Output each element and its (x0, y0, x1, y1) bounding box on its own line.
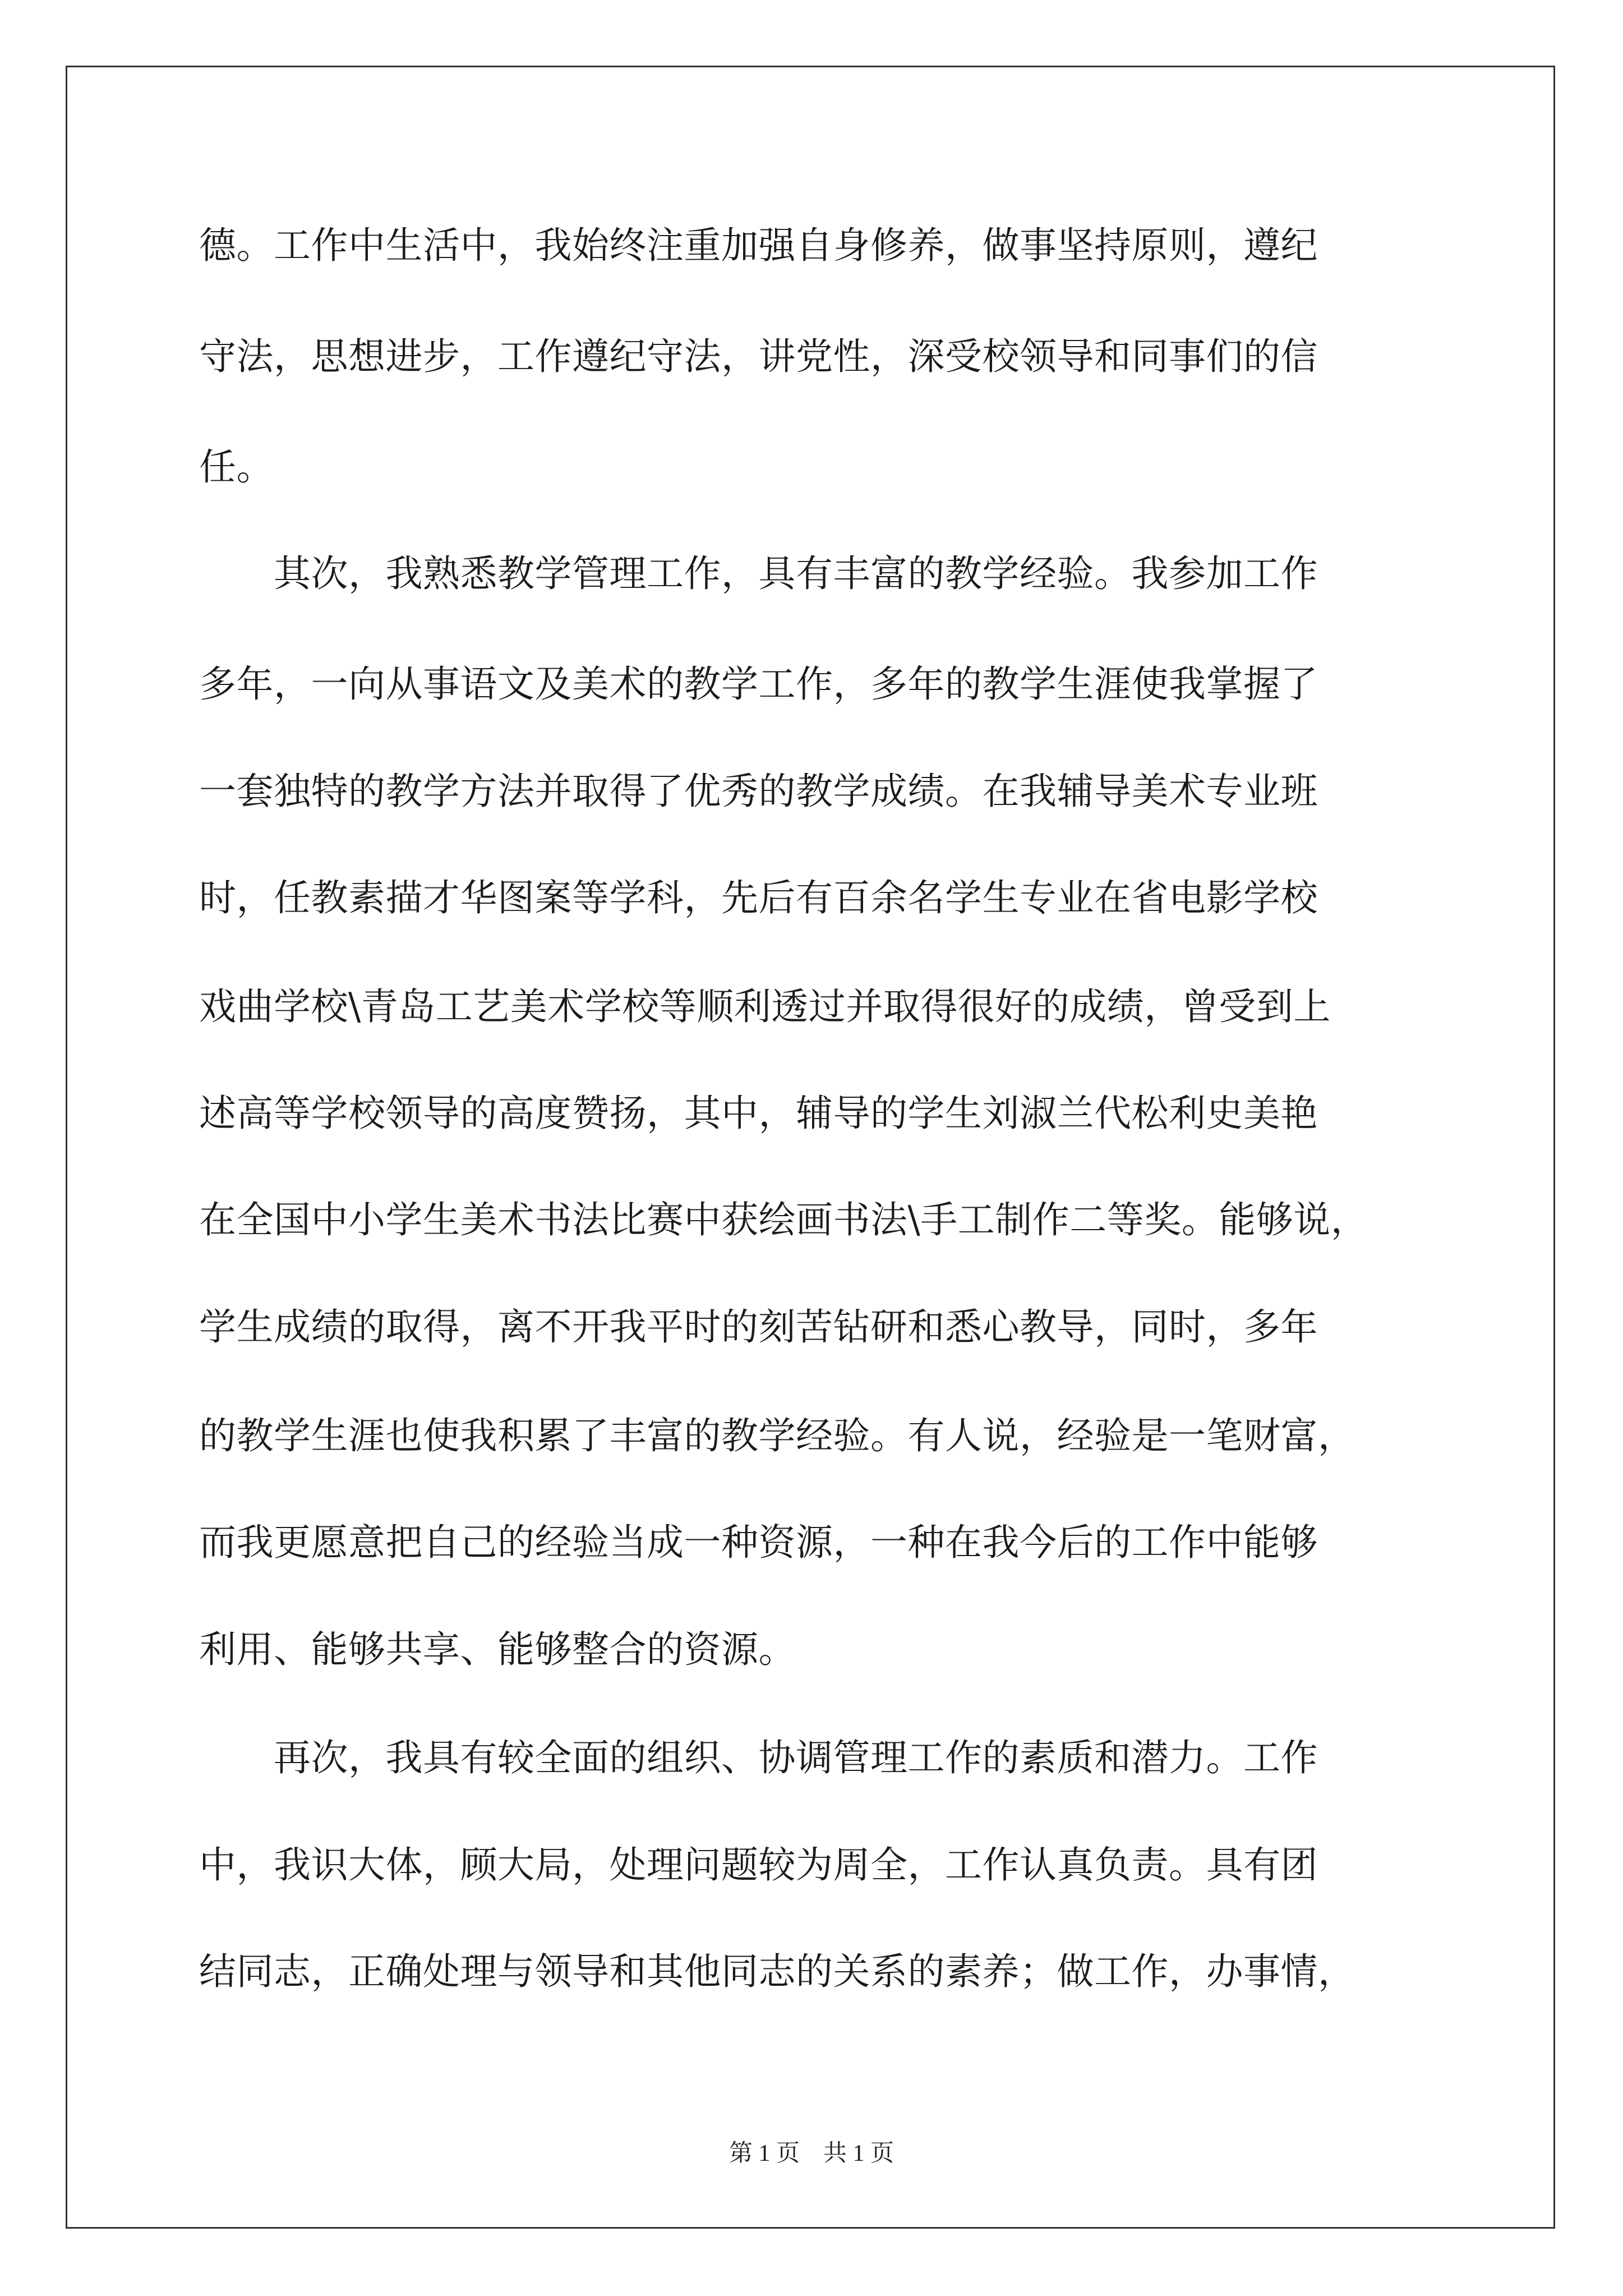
text-line: 在全国中小学生美术书法比赛中获绘画书法\手工制作二等奖。能够说， (199, 1198, 1368, 1241)
text-line: 的教学生涯也使我积累了丰富的教学经验。有人说，经验是一笔财富， (199, 1414, 1355, 1457)
text-line: 学生成绩的取得，离不开我平时的刻苦钻研和悉心教导，同时，多年 (199, 1305, 1318, 1349)
text-line: 其次，我熟悉教学管理工作，具有丰富的教学经验。我参加工作 (199, 552, 1318, 595)
text-line: 时，任教素描才华图案等学科，先后有百余名学生专业在省电影学校 (199, 876, 1318, 919)
text-line: 德。工作中生活中，我始终注重加强自身修养，做事坚持原则，遵纪 (199, 224, 1318, 267)
text-line: 守法，思想进步，工作遵纪守法，讲党性，深受校领导和同事们的信 (199, 335, 1318, 378)
text-line: 中，我识大体，顾大局，处理问题较为周全，工作认真负责。具有团 (199, 1843, 1318, 1887)
text-line: 戏曲学校\青岛工艺美术学校等顺利透过并取得很好的成绩，曾受到上 (199, 985, 1331, 1028)
text-line: 多年，一向从事语文及美术的教学工作，多年的教学生涯使我掌握了 (199, 662, 1318, 706)
text-line: 任。 (199, 445, 274, 489)
text-line: 结同志，正确处理与领导和其他同志的关系的素养；做工作，办事情， (199, 1950, 1355, 1993)
text-line: 利用、能够共享、能够整合的资源。 (199, 1628, 796, 1671)
text-line: 述高等学校领导的高度赞扬，其中，辅导的学生刘淑兰代松利史美艳 (199, 1092, 1318, 1135)
text-line: 一套独特的教学方法并取得了优秀的教学成绩。在我辅导美术专业班 (199, 770, 1318, 813)
page-border (66, 66, 1555, 2229)
text-line: 再次，我具有较全面的组织、协调管理工作的素质和潜力。工作 (199, 1736, 1318, 1779)
page-number-footer: 第 1 页 共 1 页 (728, 2141, 894, 2166)
text-line: 而我更愿意把自己的经验当成一种资源，一种在我今后的工作中能够 (199, 1521, 1318, 1564)
